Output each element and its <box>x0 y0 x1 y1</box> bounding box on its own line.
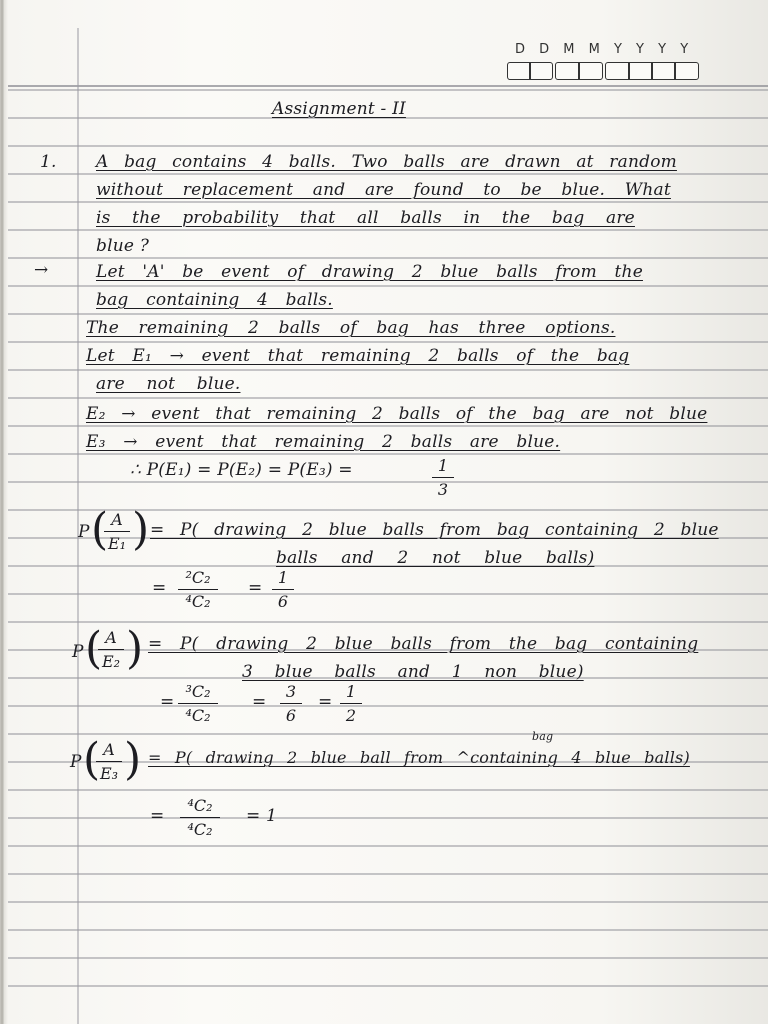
fraction-denominator: E₁ <box>107 534 127 553</box>
solution-line: bag containing 4 balls. <box>96 290 333 310</box>
equals-sign: = <box>160 692 175 712</box>
fraction-numerator: 3 <box>285 682 297 701</box>
fraction-denominator: E₂ <box>101 652 121 671</box>
case3-statement: = P( drawing 2 blue ball from ^containing 4 blue balls) <box>148 748 690 767</box>
equals-sign: = <box>152 578 167 598</box>
page-title: Assignment - II <box>272 99 406 119</box>
equals-sign: = <box>246 806 261 826</box>
fraction-numerator: 1 <box>345 682 357 701</box>
solution-line: E₂ → event that remaining 2 balls of the bag are not blue <box>86 404 708 424</box>
fraction-numerator: 1 <box>437 456 449 475</box>
equals-sign: = <box>252 692 267 712</box>
fraction-numerator: ³C₂ <box>185 682 211 701</box>
fraction-denominator: 6 <box>285 706 297 725</box>
fraction-denominator: 3 <box>437 480 449 499</box>
case2-close-paren: ) <box>126 623 144 674</box>
equals-sign: = <box>248 578 263 598</box>
fraction-denominator: E₃ <box>99 764 119 783</box>
case1-statement: = P( drawing 2 blue balls from bag containing 2 blue <box>150 520 719 540</box>
case2-combination <box>178 682 218 725</box>
fraction-numerator: ²C₂ <box>185 568 211 587</box>
solution-line: are not blue. <box>96 374 241 394</box>
question-line: blue ? <box>96 236 150 256</box>
question-line: is the probability that all balls in the bag are <box>96 208 635 228</box>
question-line: without replacement and are found to be blue. What <box>96 180 671 200</box>
case2-p: P <box>72 642 84 662</box>
case2-condition <box>98 628 124 671</box>
date-label: D D M M Y Y Y Y <box>515 42 694 57</box>
case1-close-paren: ) <box>132 504 150 555</box>
solution-line: Let E₁ → event that remaining 2 balls of the bag <box>86 346 630 366</box>
fraction-numerator: ⁴C₂ <box>187 796 213 815</box>
equals-sign: = <box>150 806 165 826</box>
date-day-box <box>507 62 553 80</box>
case2-open-paren: ( <box>85 623 103 674</box>
case3-close-paren: ) <box>124 734 142 785</box>
fraction-numerator: A <box>111 510 123 529</box>
case3-open-paren: ( <box>83 734 101 785</box>
date-month-box <box>555 62 603 80</box>
case2-result-simplified <box>340 682 362 725</box>
solution-line: Let 'A' be event of drawing 2 blue balls from the <box>96 262 643 282</box>
case2-statement-cont: 3 blue balls and 1 non blue) <box>242 662 584 682</box>
fraction-denominator: ⁴C₂ <box>185 592 211 611</box>
equals-sign: = <box>318 692 333 712</box>
case1-statement-cont: balls and 2 not blue balls) <box>276 548 595 568</box>
case2-result <box>280 682 302 725</box>
prior-fraction <box>432 456 454 499</box>
fraction-denominator: 2 <box>345 706 357 725</box>
fraction-numerator: 1 <box>277 568 289 587</box>
solution-line: E₃ → event that remaining 2 balls are blue. <box>86 432 561 452</box>
case3-combination <box>180 796 220 839</box>
fraction-denominator: ⁴C₂ <box>187 820 213 839</box>
case3-p: P <box>70 752 82 772</box>
fraction-numerator: A <box>105 628 117 647</box>
case1-open-paren: ( <box>91 504 109 555</box>
fraction-denominator: ⁴C₂ <box>185 706 211 725</box>
answer-arrow-icon: → <box>34 260 49 280</box>
case1-p: P <box>78 522 90 542</box>
case1-combination <box>178 568 218 611</box>
question-line: A bag contains 4 balls. Two balls are drawn at random <box>96 152 677 172</box>
case3-result: 1 <box>266 806 278 826</box>
case1-condition <box>104 510 130 553</box>
question-number: 1. <box>40 152 57 172</box>
case3-condition <box>96 740 122 783</box>
case2-statement: = P( drawing 2 blue balls from the bag containing <box>148 634 699 654</box>
case1-result <box>272 568 294 611</box>
solution-line: ∴ P(E₁) = P(E₂) = P(E₃) = <box>130 460 353 480</box>
fraction-numerator: A <box>103 740 115 759</box>
fraction-denominator: 6 <box>277 592 289 611</box>
case3-inserted-word: bag <box>532 730 554 743</box>
date-year-box <box>605 62 699 80</box>
solution-line: The remaining 2 balls of bag has three options. <box>86 318 616 338</box>
